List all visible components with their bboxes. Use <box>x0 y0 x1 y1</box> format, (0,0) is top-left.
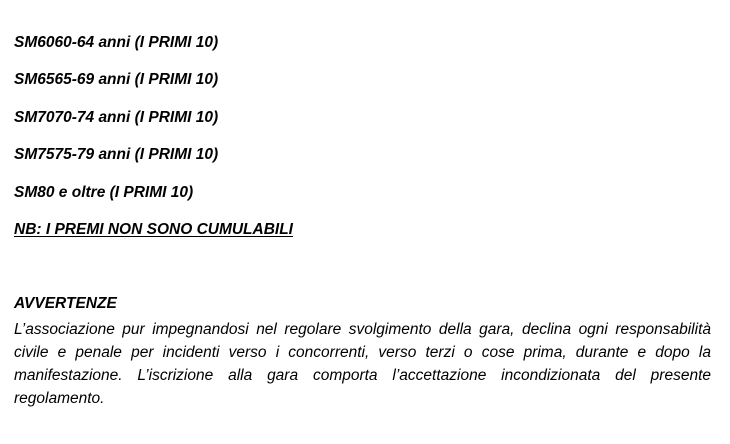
category-line: SM6565-69 anni (I PRIMI 10) <box>14 71 219 88</box>
prize-note: NB: I PREMI NON SONO CUMULABILI <box>14 221 293 238</box>
category-line: SM7070-74 anni (I PRIMI 10) <box>14 109 219 126</box>
category-line: SM6060-64 anni (I PRIMI 10) <box>14 34 219 51</box>
category-line: SM7575-79 anni (I PRIMI 10) <box>14 146 219 163</box>
category-line: SM80 e oltre (I PRIMI 10) <box>14 184 194 201</box>
warning-heading: AVVERTENZE <box>14 295 117 312</box>
warning-paragraph: L’associazione pur impegnandosi nel regolare svolgimento della gara, declina ogni responsabilità civile e penale per incidenti verso i concorrenti, verso terzi o cose prima, durante e dopo la manifestazione. L’iscrizione alla gara comporta l’accettazione incondizionata del presente regolamento. <box>14 321 711 407</box>
